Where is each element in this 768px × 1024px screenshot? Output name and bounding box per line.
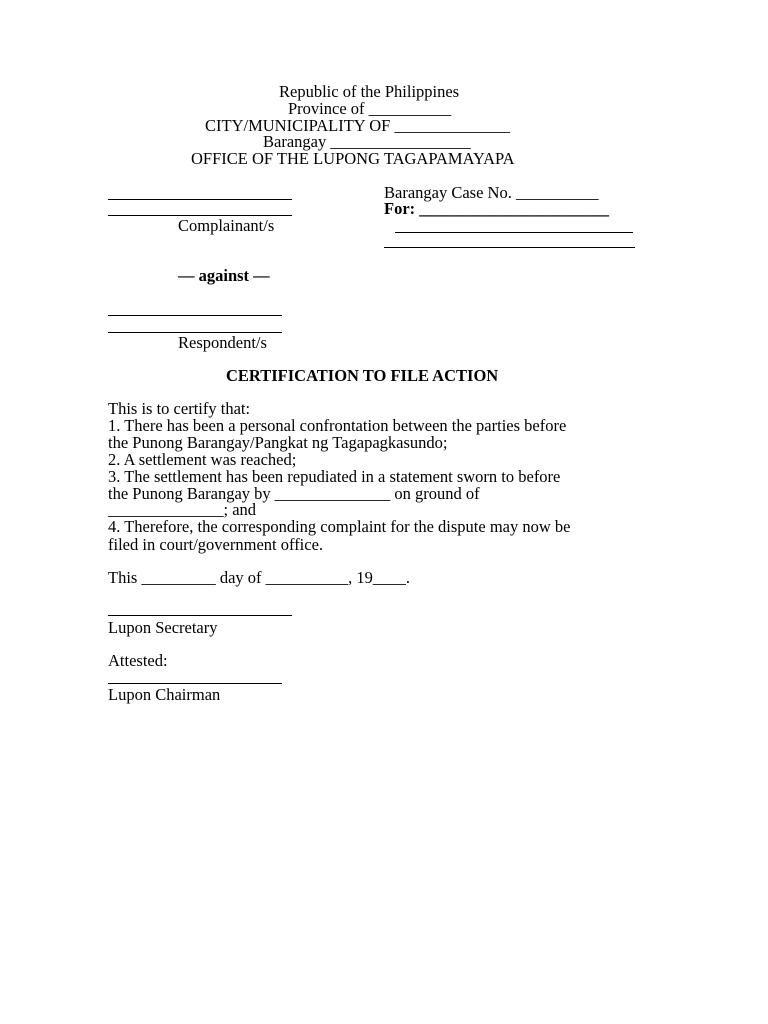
respondent-label: Respondent/s bbox=[178, 333, 267, 352]
secretary-label: Lupon Secretary bbox=[108, 618, 218, 637]
body-item1-line1: 1. There has been a personal confrontation between the parties before bbox=[108, 416, 567, 435]
body-item3-line3: ______________; and bbox=[108, 500, 257, 519]
body-item3-line1: 3. The settlement has been repudiated in a statement sworn to before bbox=[108, 467, 561, 486]
body-item4-line2: filed in court/government office. bbox=[108, 535, 324, 554]
header-republic: Republic of the Philippines bbox=[279, 82, 460, 101]
header-barangay: Barangay _________________ bbox=[263, 132, 471, 151]
against-label: — against — bbox=[178, 266, 270, 285]
header-province: Province of __________ bbox=[288, 99, 452, 118]
body-item4-line1: 4. Therefore, the corresponding complaint for the dispute may now be bbox=[108, 517, 571, 536]
date-line: This _________ day of __________, 19____. bbox=[108, 568, 411, 587]
case-number-line: Barangay Case No. __________ bbox=[384, 183, 599, 202]
body-intro: This is to certify that: bbox=[108, 399, 251, 418]
complainant-blank-line-1 bbox=[108, 199, 292, 200]
chairman-signature-line bbox=[108, 683, 282, 684]
respondent-blank-line-1 bbox=[108, 315, 282, 316]
attested-label: Attested: bbox=[108, 651, 168, 670]
complainant-label: Complainant/s bbox=[178, 216, 275, 235]
case-blank-line-2 bbox=[384, 247, 635, 248]
header-city: CITY/MUNICIPALITY OF ______________ bbox=[205, 116, 510, 135]
case-blank-line-1 bbox=[395, 232, 633, 233]
case-for-line: For: _______________________ bbox=[384, 199, 610, 218]
document-title: CERTIFICATION TO FILE ACTION bbox=[226, 366, 499, 385]
body-item2: 2. A settlement was reached; bbox=[108, 450, 297, 469]
secretary-signature-line bbox=[108, 615, 292, 616]
header-office: OFFICE OF THE LUPONG TAGAPAMAYAPA bbox=[191, 149, 515, 168]
chairman-label: Lupon Chairman bbox=[108, 685, 221, 704]
body-item1-line2: the Punong Barangay/Pangkat ng Tagapagkasundo; bbox=[108, 433, 448, 452]
body-item3-line2: the Punong Barangay by ______________ on ground of bbox=[108, 484, 480, 503]
